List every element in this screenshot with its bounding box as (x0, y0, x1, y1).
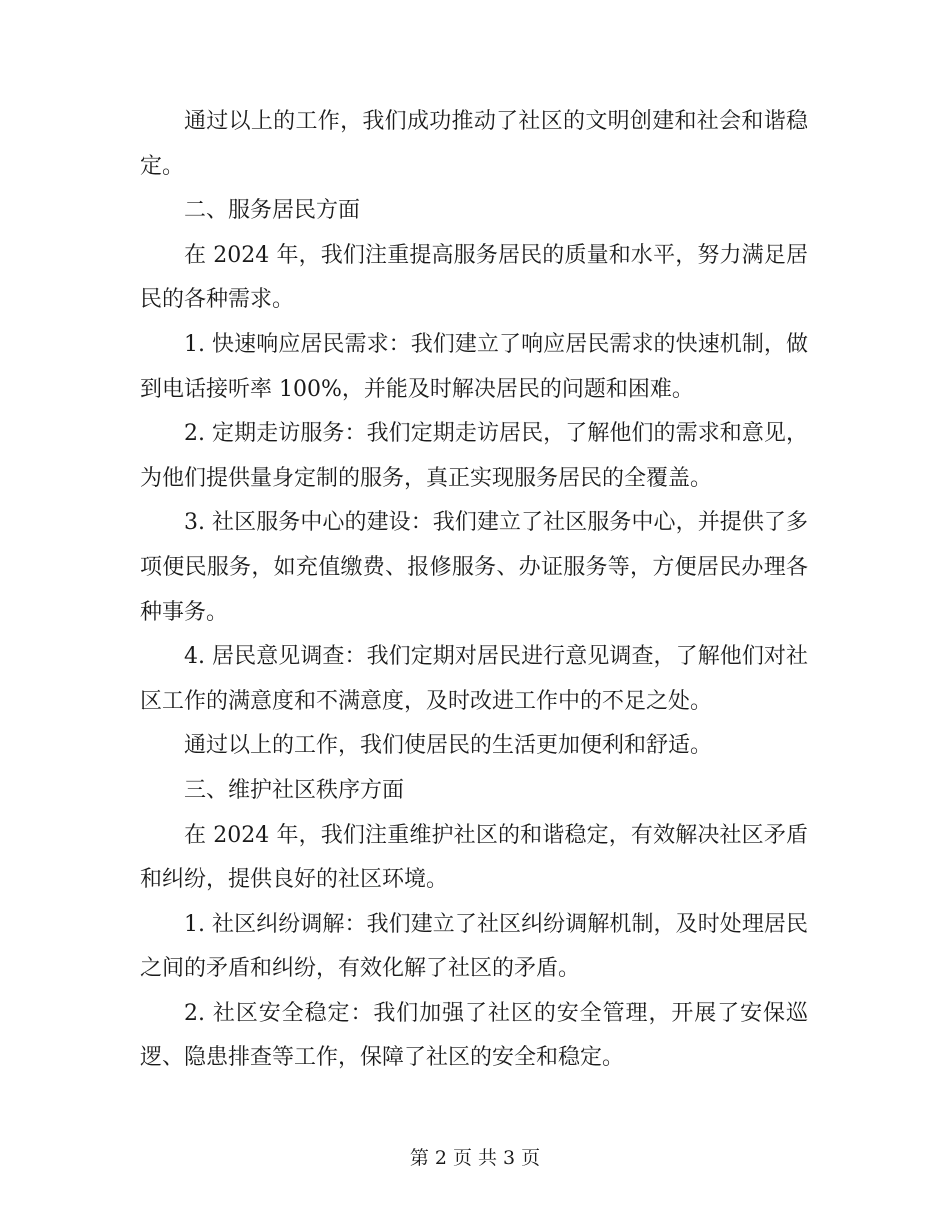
paragraph-summary-2: 通过以上的工作，我们使居民的生活更加便利和舒适。 (184, 733, 713, 759)
page-number-footer: 第 2 页 共 3 页 (409, 1147, 541, 1169)
section-heading-3: 三、维护社区秩序方面 (184, 777, 405, 803)
section-intro-2: 在 2024 年，我们注重提高服务居民的质量和水平，努力满足居民的各种需求。 (140, 242, 808, 313)
list-item: 2. 社区安全稳定：我们加强了社区的安全管理，开展了安保巡逻、隐患排查等工作，保障了社区的安全和稳定。 (140, 1000, 808, 1071)
list-item: 1. 快速响应居民需求：我们建立了响应居民需求的快速机制，做到电话接听率 100%，并能及时解决居民的问题和困难。 (140, 331, 808, 402)
list-item: 2. 定期走访服务：我们定期走访居民，了解他们的需求和意见，为他们提供量身定制的服务，真正实现服务居民的全覆盖。 (140, 421, 808, 491)
paragraph-summary-1: 通过以上的工作，我们成功推动了社区的文明创建和社会和谐稳定。 (140, 109, 808, 179)
list-item: 1. 社区纠纷调解：我们建立了社区纠纷调解机制，及时处理居民之间的矛盾和纠纷，有效化解了社区的矛盾。 (140, 911, 808, 982)
list-item: 4. 居民意见调查：我们定期对居民进行意见调查，了解他们对社区工作的满意度和不满意度，及时改进工作中的不足之处。 (140, 644, 808, 714)
section-heading-2: 二、服务居民方面 (184, 198, 361, 224)
document-body (140, 100, 808, 1081)
section-intro-3: 在 2024 年，我们注重维护社区的和谐稳定，有效解决社区矛盾和纠纷，提供良好的社区环境。 (140, 822, 808, 893)
list-item: 3. 社区服务中心的建设：我们建立了社区服务中心，并提供了多项便民服务，如充值缴费、报修服务、办证服务等，方便居民办理各种事务。 (140, 510, 808, 625)
